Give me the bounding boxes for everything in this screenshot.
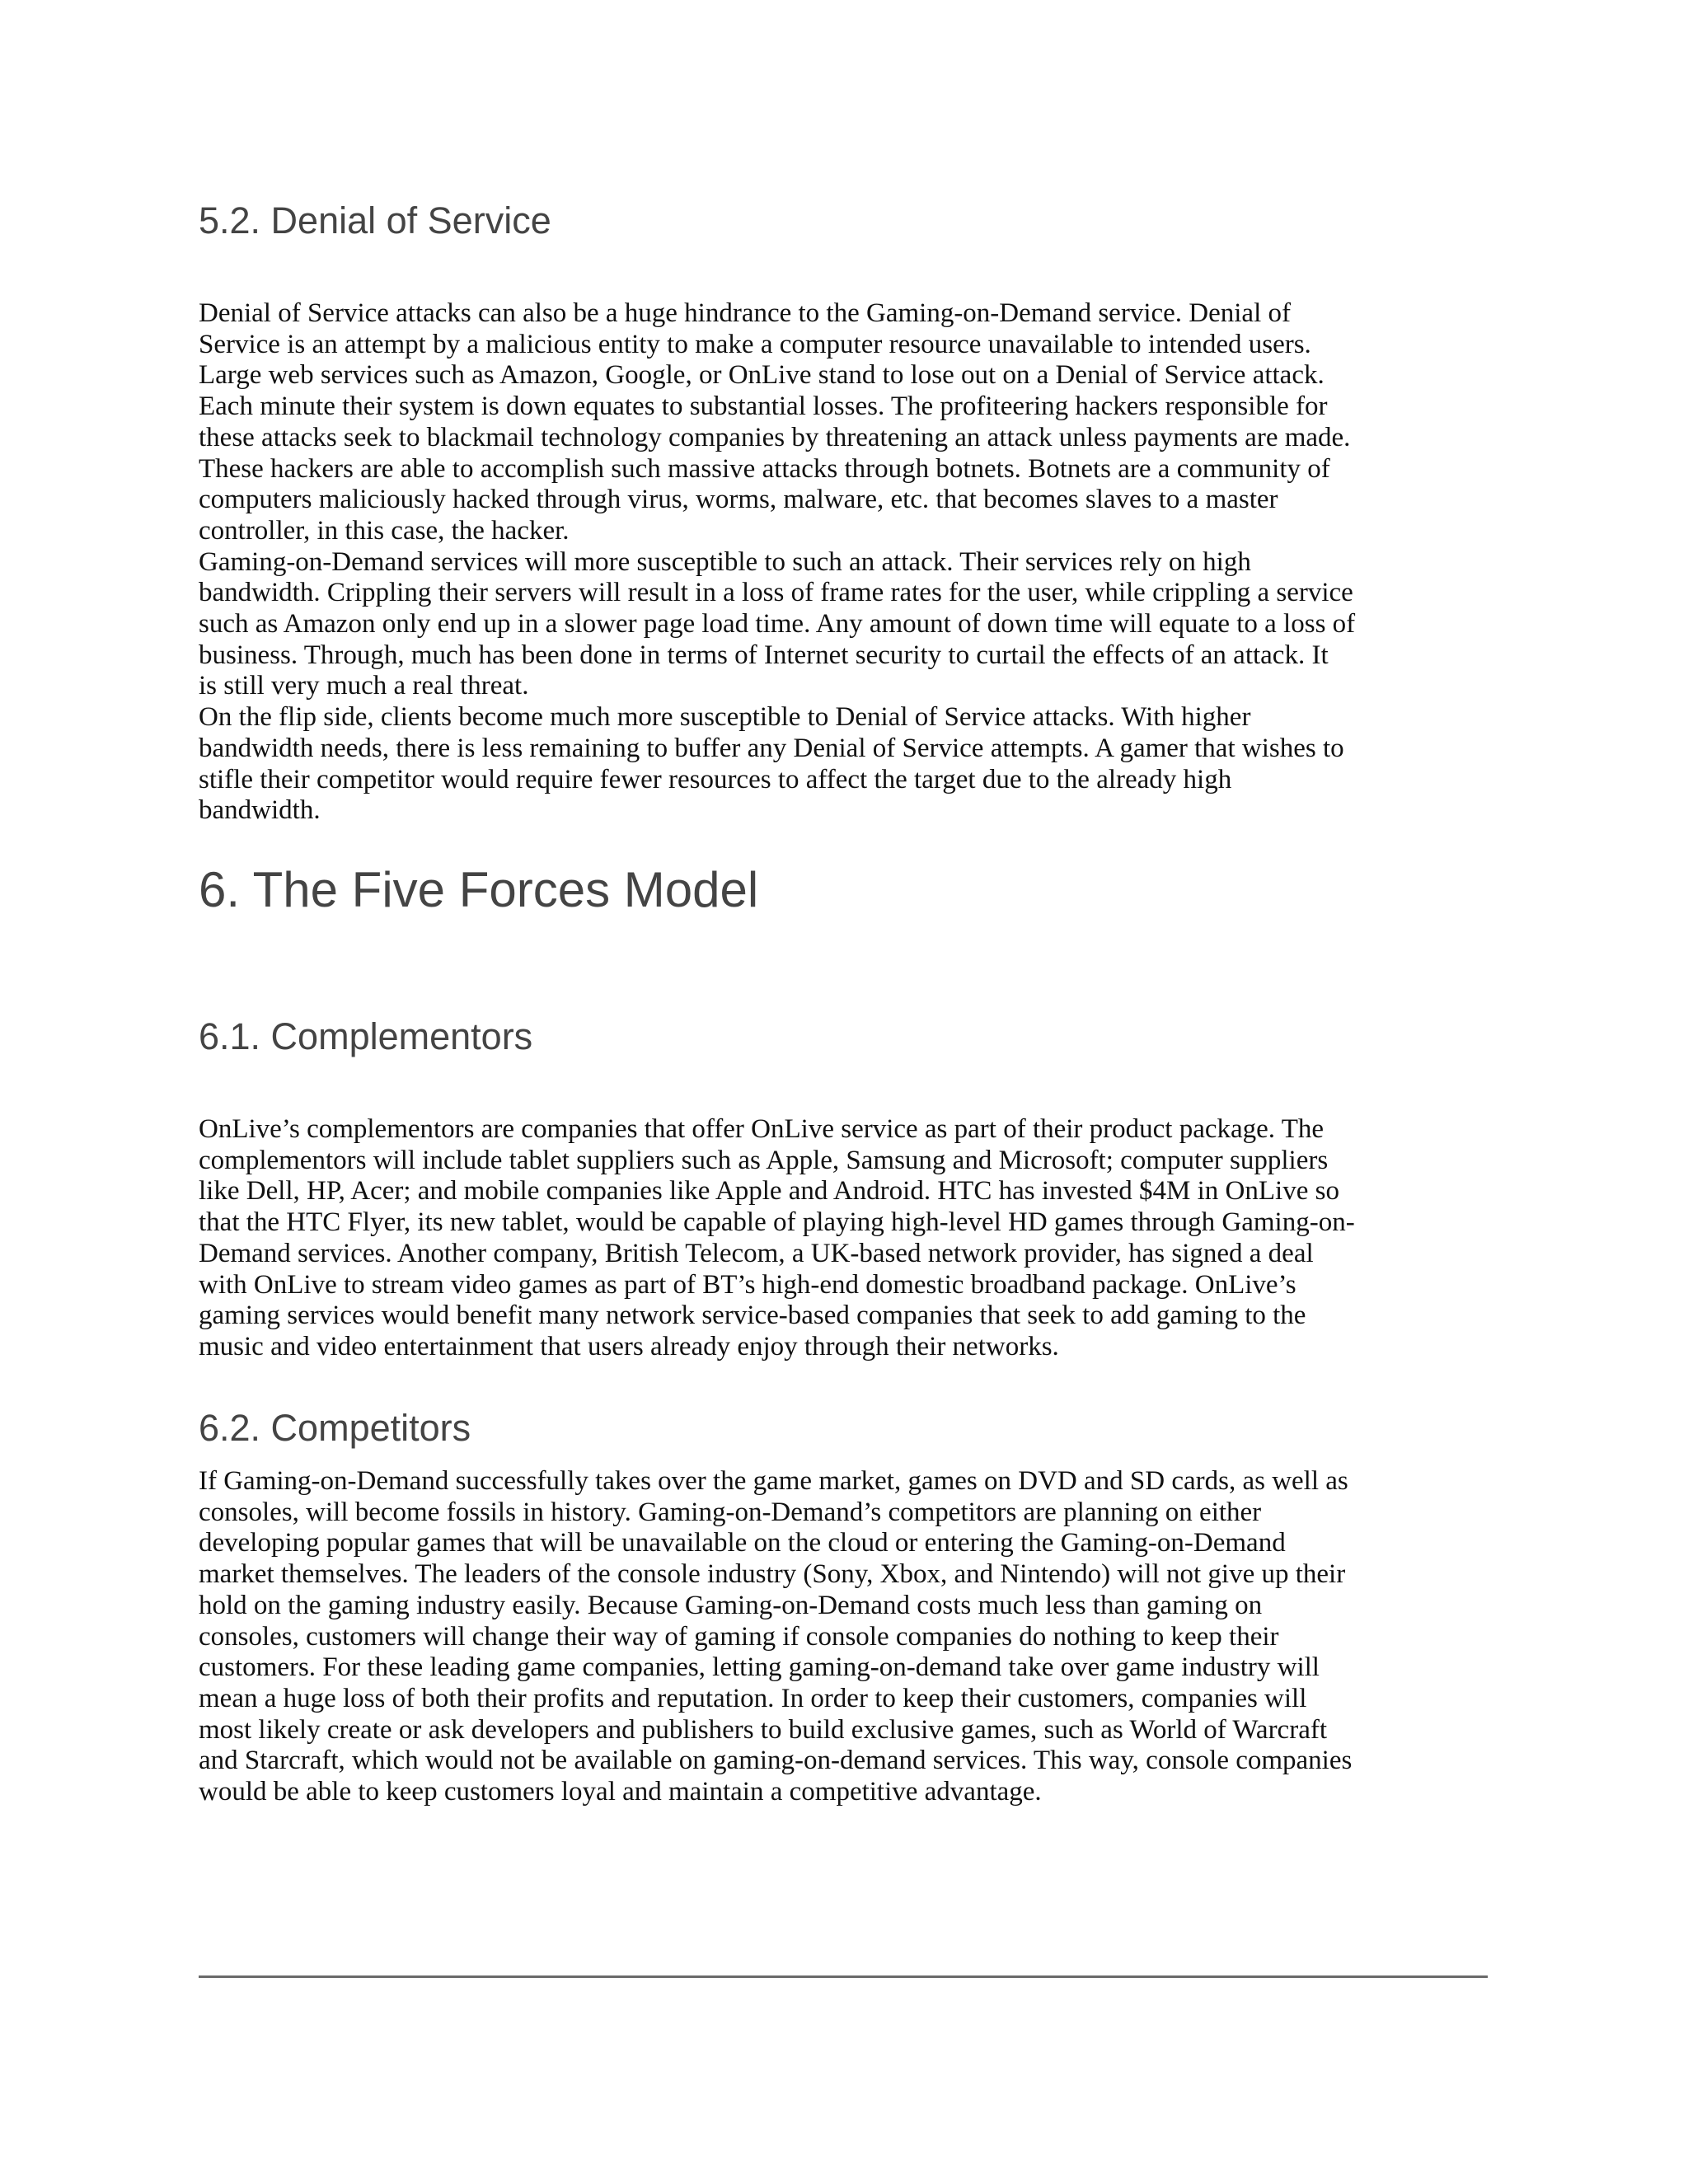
section-heading-complementors: 6.1. Complementors	[199, 1015, 533, 1057]
text-line: bandwidth. Crippling their servers will result in a loss of frame rates for the user, while crippling a service	[199, 578, 1353, 608]
section-heading-denial-of-service: 5.2. Denial of Service	[199, 199, 551, 241]
text-line: If Gaming-on-Demand successfully takes over the game market, games on DVD and SD cards, as well as	[199, 1466, 1348, 1496]
text-line: On the flip side, clients become much more susceptible to Denial of Service attacks. With higher	[199, 702, 1251, 733]
paragraph-complementors	[199, 1114, 1355, 1363]
chapter-heading-five-forces-model: 6. The Five Forces Model	[199, 862, 759, 917]
text-line: Denial of Service attacks can also be a huge hindrance to the Gaming-on-Demand service. Denial of	[199, 298, 1291, 328]
text-line: computers maliciously hacked through virus, worms, malware, etc. that becomes slaves to a master	[199, 485, 1278, 515]
text-line: mean a huge loss of both their profits and reputation. In order to keep their customers, companies will	[199, 1683, 1307, 1713]
text-line: Demand services. Another company, British Telecom, a UK-based network provider, has signed a deal	[199, 1238, 1314, 1268]
paragraph-denial-of-service	[199, 298, 1355, 827]
text-line: would be able to keep customers loyal and maintain a competitive advantage.	[199, 1777, 1042, 1807]
text-line: complementors will include tablet suppliers such as Apple, Samsung and Microsoft; computer suppliers	[199, 1145, 1329, 1175]
text-line: bandwidth needs, there is less remaining to buffer any Denial of Service attempts. A gamer that wishes to	[199, 733, 1344, 763]
text-line: gaming services would benefit many network service-based companies that seek to add gaming to the	[199, 1301, 1306, 1331]
text-line: Large web services such as Amazon, Google, or OnLive stand to lose out on a Denial of Service attack.	[199, 360, 1325, 391]
text-line: these attacks seek to blackmail technology companies by threatening an attack unless payments are made.	[199, 422, 1351, 452]
text-line: bandwidth.	[199, 795, 321, 826]
text-line: OnLive’s complementors are companies that offer OnLive service as part of their product package. The	[199, 1114, 1325, 1144]
footer-divider	[199, 1975, 1488, 1978]
text-line: with OnLive to stream video games as part of BT’s high-end domestic broadband package. OnLive’s	[199, 1269, 1296, 1300]
text-line: consoles, will become fossils in history. Gaming-on-Demand’s competitors are planning on either	[199, 1497, 1262, 1527]
text-line: is still very much a real threat.	[199, 671, 529, 701]
text-line: stifle their competitor would require fewer resources to affect the target due to the already high	[199, 764, 1232, 794]
text-line: music and video entertainment that users already enjoy through their networks.	[199, 1331, 1059, 1361]
text-line: controller, in this case, the hacker.	[199, 515, 570, 546]
text-line: business. Through, much has been done in terms of Internet security to curtail the effects of an attack. It	[199, 640, 1329, 670]
text-line: like Dell, HP, Acer; and mobile companies like Apple and Android. HTC has invested $4M in OnLive so	[199, 1176, 1339, 1207]
text-line: hold on the gaming industry easily. Because Gaming-on-Demand costs much less than gaming on	[199, 1590, 1263, 1620]
paragraph-competitors	[199, 1466, 1352, 1808]
section-heading-competitors: 6.2. Competitors	[199, 1407, 471, 1449]
text-line: Gaming-on-Demand services will more susceptible to such an attack. Their services rely on high	[199, 546, 1251, 577]
text-line: market themselves. The leaders of the console industry (Sony, Xbox, and Nintendo) will not give up their	[199, 1559, 1346, 1590]
text-line: These hackers are able to accomplish such massive attacks through botnets. Botnets are a community of	[199, 453, 1330, 484]
text-line: most likely create or ask developers and publishers to build exclusive games, such as World of Warcraft	[199, 1714, 1328, 1745]
text-line: Service is an attempt by a malicious entity to make a computer resource unavailable to intended users.	[199, 329, 1311, 359]
text-line: and Starcraft, which would not be available on gaming-on-demand services. This way, console companies	[199, 1746, 1353, 1776]
text-line: Each minute their system is down equates to substantial losses. The profiteering hackers responsible for	[199, 391, 1328, 422]
text-line: such as Amazon only end up in a slower page load time. Any amount of down time will equate to a loss of	[199, 609, 1356, 640]
text-line: that the HTC Flyer, its new tablet, would be capable of playing high-level HD games through Gaming-on-	[199, 1207, 1355, 1238]
text-line: developing popular games that will be unavailable on the cloud or entering the Gaming-on-Demand	[199, 1528, 1286, 1558]
text-line: consoles, customers will change their way of gaming if console companies do nothing to keep their	[199, 1621, 1279, 1652]
text-line: customers. For these leading game companies, letting gaming-on-demand take over game industry will	[199, 1652, 1320, 1683]
